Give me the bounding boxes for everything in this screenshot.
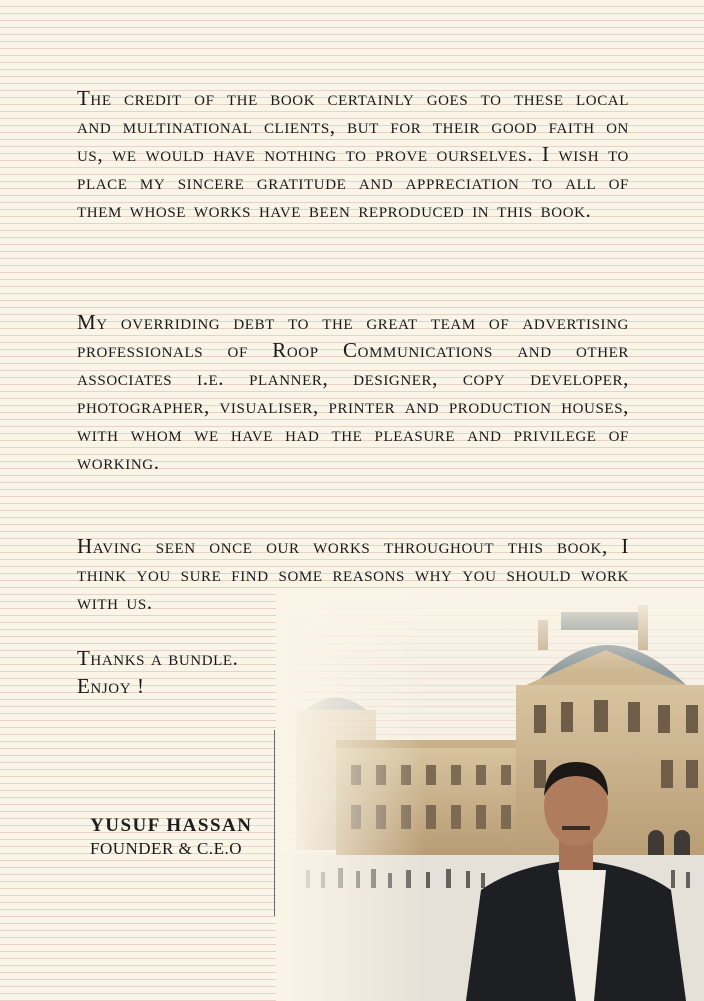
acknowledgement-paragraph: My overriding debt to the great team of advertising professionals of Roop Communications and other associates i.e. planner, designer, copy developer, photographer, visualiser, printer and production houses, with whom we have had the pleasure and privilege of working. — [77, 310, 629, 474]
signature-title: FOUNDER & C.E.O — [90, 839, 243, 858]
closing-enjoy: Enjoy ! — [77, 674, 145, 698]
intro-paragraph: The credit of the book certainly goes to these local and multinational clients, but for their good faith on us, we would have nothing to prove ourselves. I wish to place my sincere gratitude and appreciation to all of them whose works have been reproduced in this book. — [77, 86, 629, 222]
louvre-palace-with-portrait-photo — [276, 590, 704, 1001]
signature-block — [90, 815, 268, 859]
invitation-paragraph: Having seen once our works throughout this book, I think you sure find some reasons why you should work with us. — [77, 534, 629, 614]
signature-divider — [274, 730, 275, 916]
closing-thanks: Thanks a bundle. — [77, 646, 239, 670]
signature-name: YUSUF HASSAN — [90, 815, 253, 836]
